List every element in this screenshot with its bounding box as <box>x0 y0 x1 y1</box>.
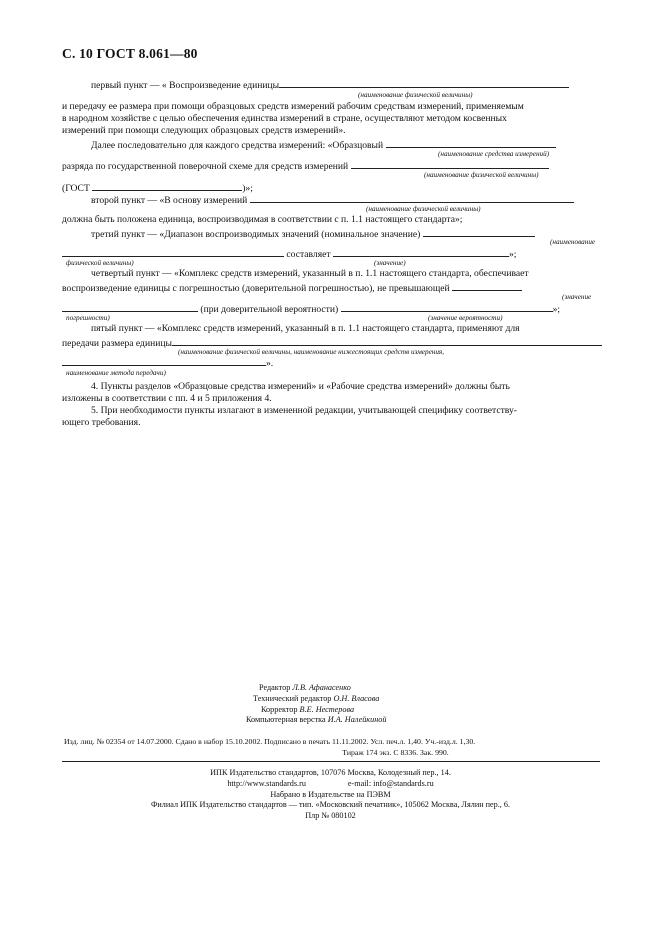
publisher-contacts <box>0 778 661 789</box>
blank-field <box>172 336 602 346</box>
body-line: измерений при помощи следующих образцовых средств измерений». <box>62 125 346 136</box>
body-line: ющего требования. <box>62 417 141 428</box>
body-text: составляет <box>286 249 331 260</box>
imprint-line: Изд. лиц. № 02354 от 14.07.2000. Сдано в набор 15.10.2002. Подписано в печать 11.11.2002. Усл. печ.л. 1,40. Уч.-изд.л. 1,30. <box>64 737 476 746</box>
body-text: ». <box>266 358 274 369</box>
blank-field <box>250 193 574 203</box>
blank-field <box>333 247 509 257</box>
caption-method: наименование метода передачи) <box>66 369 166 377</box>
credit-tech-editor: Технический редактор О.Н. Власова <box>253 694 380 703</box>
blank-field <box>351 159 549 169</box>
body-text: )»; <box>242 183 253 194</box>
blank-field <box>452 281 522 291</box>
body-line: в народном хозяйстве с целью обеспечения единства измерений в стране, осуществляют методом косвенных <box>62 113 507 124</box>
body-line: должна быть положена единица, воспроизводимая в соответствии с п. 1.1 настоящего стандарта»; <box>62 214 463 225</box>
email-link[interactable]: e-mail: info@standards.ru <box>347 779 434 788</box>
body-text: воспроизведение единицы с погрешностью (доверительной погрешностью), не превышающей <box>62 283 450 294</box>
blank-field <box>423 227 535 237</box>
credit-corrector: Корректор В.Е. Нестерова <box>261 705 355 714</box>
body-text: (ГОСТ <box>62 183 90 194</box>
item-three-line <box>91 227 535 241</box>
blank-field <box>92 181 242 191</box>
caption-phys-val: физической величины) <box>66 259 134 267</box>
credit-editor: Редактор Л.В. Афанасенко <box>259 683 351 692</box>
body-line: 5. При необходимости пункты излагают в измененной редакции, учитывающей специфику соответству- <box>91 405 518 416</box>
publisher-line: Филиал ИПК Издательство стандартов — тип. «Московский печатник», 105062 Москва, Лялин пер., 6. <box>150 800 511 809</box>
caption-value: (значение) <box>374 259 406 267</box>
caption-long: (наименование физической величины, наименование нижестоящих средств измерения, <box>178 348 445 356</box>
blank-field <box>341 302 553 312</box>
item-one-label: первый пункт — « Воспроизведение единицы <box>91 80 280 91</box>
publisher-line: Плр № 080102 <box>305 811 356 820</box>
body-text: (при доверительной вероятности) <box>200 304 339 315</box>
body-line <box>62 281 522 295</box>
publisher-line: ИПК Издательство стандартов, 107076 Москва, Колодезный пер., 14. <box>210 768 451 777</box>
page-header: С. 10 ГОСТ 8.061—80 <box>62 46 198 61</box>
blank-field <box>386 138 556 148</box>
caption-phys-qty: (наименование физической величины) <box>424 171 539 179</box>
body-text: »; <box>509 249 517 260</box>
publisher-line: Набрано в Издательстве на ПЭВМ <box>270 790 391 799</box>
blank-field <box>62 302 198 312</box>
caption-value: (значение <box>562 293 592 301</box>
body-text: второй пункт — «В основу измерений <box>91 195 248 206</box>
body-text: передачи размера единицы <box>62 338 172 349</box>
imprint-line: Тираж 174 экз. С 8336. Зак. 990. <box>342 748 449 757</box>
body-text: Далее последовательно для каждого средства измерений: «Образцовый <box>91 140 384 151</box>
divider <box>62 761 600 762</box>
blank-field <box>62 356 266 366</box>
caption-mi-name: (наименование средства измерений) <box>438 150 550 158</box>
caption-phys-qty: (наименование физической величины) <box>358 91 473 99</box>
credit-layout: Компьютерная верстка И.А. Налейкиной <box>246 715 387 724</box>
caption-conf-val: (значение вероятности) <box>428 314 503 322</box>
method-line <box>62 356 273 370</box>
caption-error: погрешности) <box>66 314 110 322</box>
blank-field <box>279 78 569 88</box>
body-text: »; <box>552 304 561 315</box>
caption-name: (наименование <box>550 238 596 246</box>
body-line: изложены в соответствии с пп. 4 и 5 приложения 4. <box>62 393 272 404</box>
body-line: 4. Пункты разделов «Образцовые средства измерений» и «Рабочие средства измерений» должны быть <box>91 381 510 392</box>
body-text: разряда по государственной поверочной схеме для средств измерений <box>62 161 349 172</box>
item-one-line <box>91 78 569 92</box>
body-line: пятый пункт — «Комплекс средств измерений, указанный в п. 1.1 настоящего стандарта, применяют для <box>91 323 520 334</box>
body-line: четвертый пункт — «Комплекс средств измерений, указанный в п. 1.1 настоящего стандарта, обеспечивает <box>91 268 529 279</box>
caption-phys-qty: (наименование физической величины) <box>366 205 481 213</box>
blank-field <box>62 247 284 257</box>
body-text: третий пункт — «Диапазон воспроизводимых значений (номинальное значение) <box>91 229 421 240</box>
body-line: и передачу ее размера при помощи образцовых средств измерений рабочим средствам измерений, применяемым <box>62 101 524 112</box>
item-two-line <box>91 193 574 207</box>
website-link[interactable]: http://www.standards.ru <box>227 779 306 788</box>
